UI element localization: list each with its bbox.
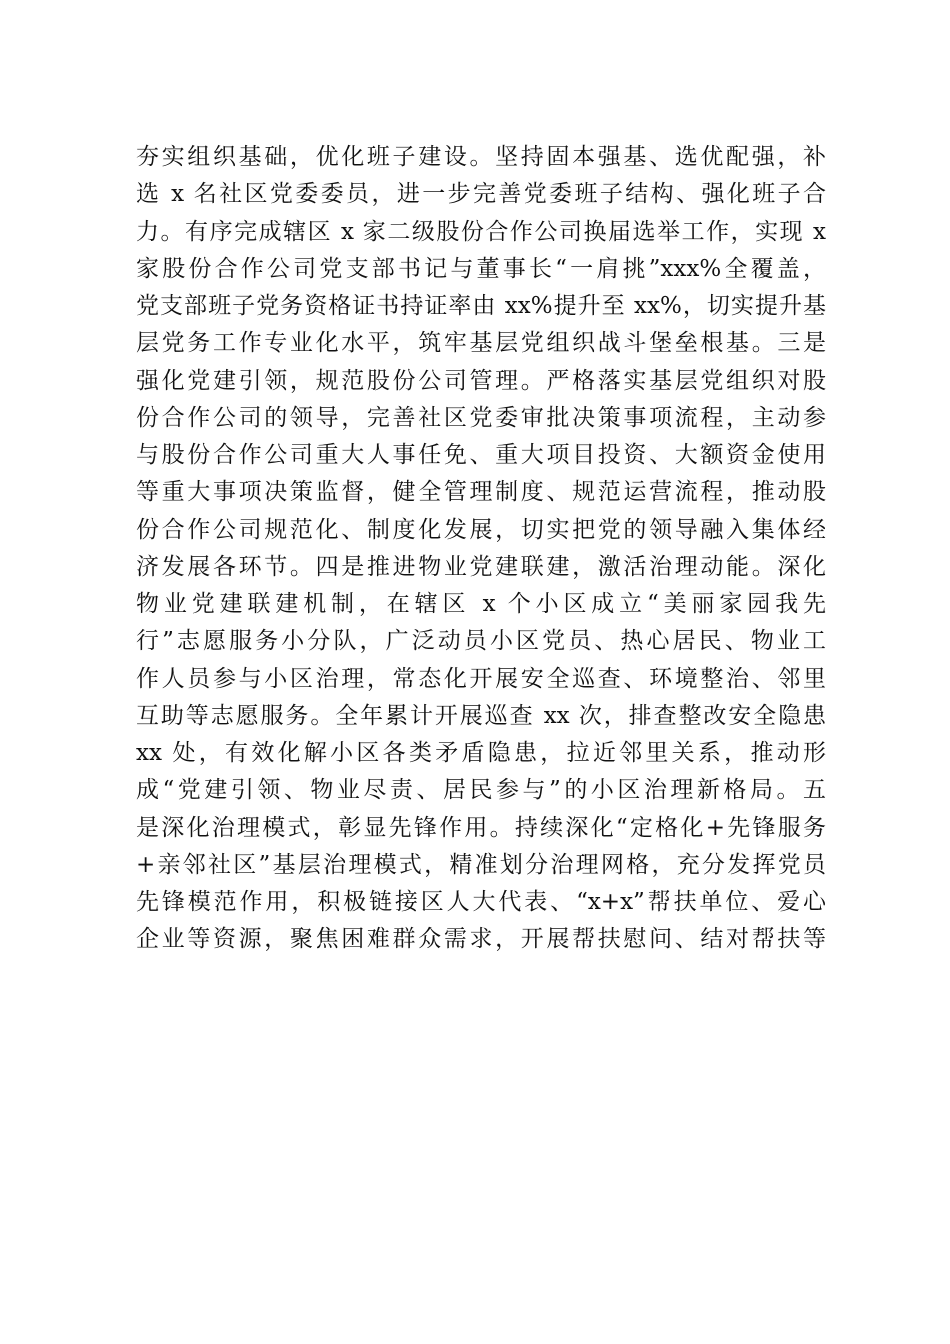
text-line: 力。有序完成辖区 x 家二级股份合作公司换届选举工作，实现 x	[136, 218, 826, 245]
text-line: 互助等志愿服务。全年累计开展巡查 xx 次，排查整改安全隐患	[136, 702, 826, 729]
text-line: 层党务工作专业化水平，筑牢基层党组织战斗堡垒根基。三是	[136, 330, 826, 357]
text-line: 夯实组织基础，优化班子建设。坚持固本强基、选优配强，补	[136, 144, 826, 170]
text-line: 物业党建联建机制，在辖区 x 个小区成立“美丽家园我先	[136, 591, 826, 617]
text-line: 强化党建引领，规范股份公司管理。严格落实基层党组织对股	[136, 367, 826, 394]
text-line: 家股份合作公司党支部书记与董事长“一肩挑”xxx%全覆盖，	[136, 255, 826, 282]
text-line: 成“党建引领、物业尽责、居民参与”的小区治理新格局。五	[136, 777, 826, 804]
text-line: +亲邻社区”基层治理模式，精准划分治理网格，充分发挥党员	[136, 851, 826, 878]
text-line: 与股份合作公司重大人事任免、重大项目投资、大额资金使用	[136, 442, 826, 468]
text-line: xx 处，有效化解小区各类矛盾隐患，拉近邻里关系，推动形	[136, 740, 826, 766]
text-line: 是深化治理模式，彰显先锋作用。持续深化“定格化+先锋服务	[136, 814, 826, 841]
body-paragraph	[136, 139, 826, 959]
text-line: 济发展各环节。四是推进物业党建联建，激活治理动能。深化	[136, 553, 826, 580]
text-line: 作人员参与小区治理，常态化开展安全巡查、环境整治、邻里	[136, 665, 826, 692]
text-line: 行”志愿服务小分队，广泛动员小区党员、热心居民、物业工	[136, 628, 826, 655]
text-line: 先锋模范作用，积极链接区人大代表、“x+x”帮扶单位、爱心	[136, 889, 826, 915]
text-line: 等重大事项决策监督，健全管理制度、规范运营流程，推动股	[136, 479, 826, 506]
text-line: 企业等资源，聚焦困难群众需求，开展帮扶慰问、结对帮扶等	[136, 926, 826, 953]
text-line: 选 x 名社区党委委员，进一步完善党委班子结构、强化班子合	[136, 181, 826, 208]
text-line: 份合作公司规范化、制度化发展，切实把党的领导融入集体经	[136, 516, 826, 543]
text-line: 党支部班子党务资格证书持证率由 xx%提升至 xx%，切实提升基	[136, 293, 826, 319]
text-line: 份合作公司的领导，完善社区党委审批决策事项流程，主动参	[136, 404, 826, 431]
